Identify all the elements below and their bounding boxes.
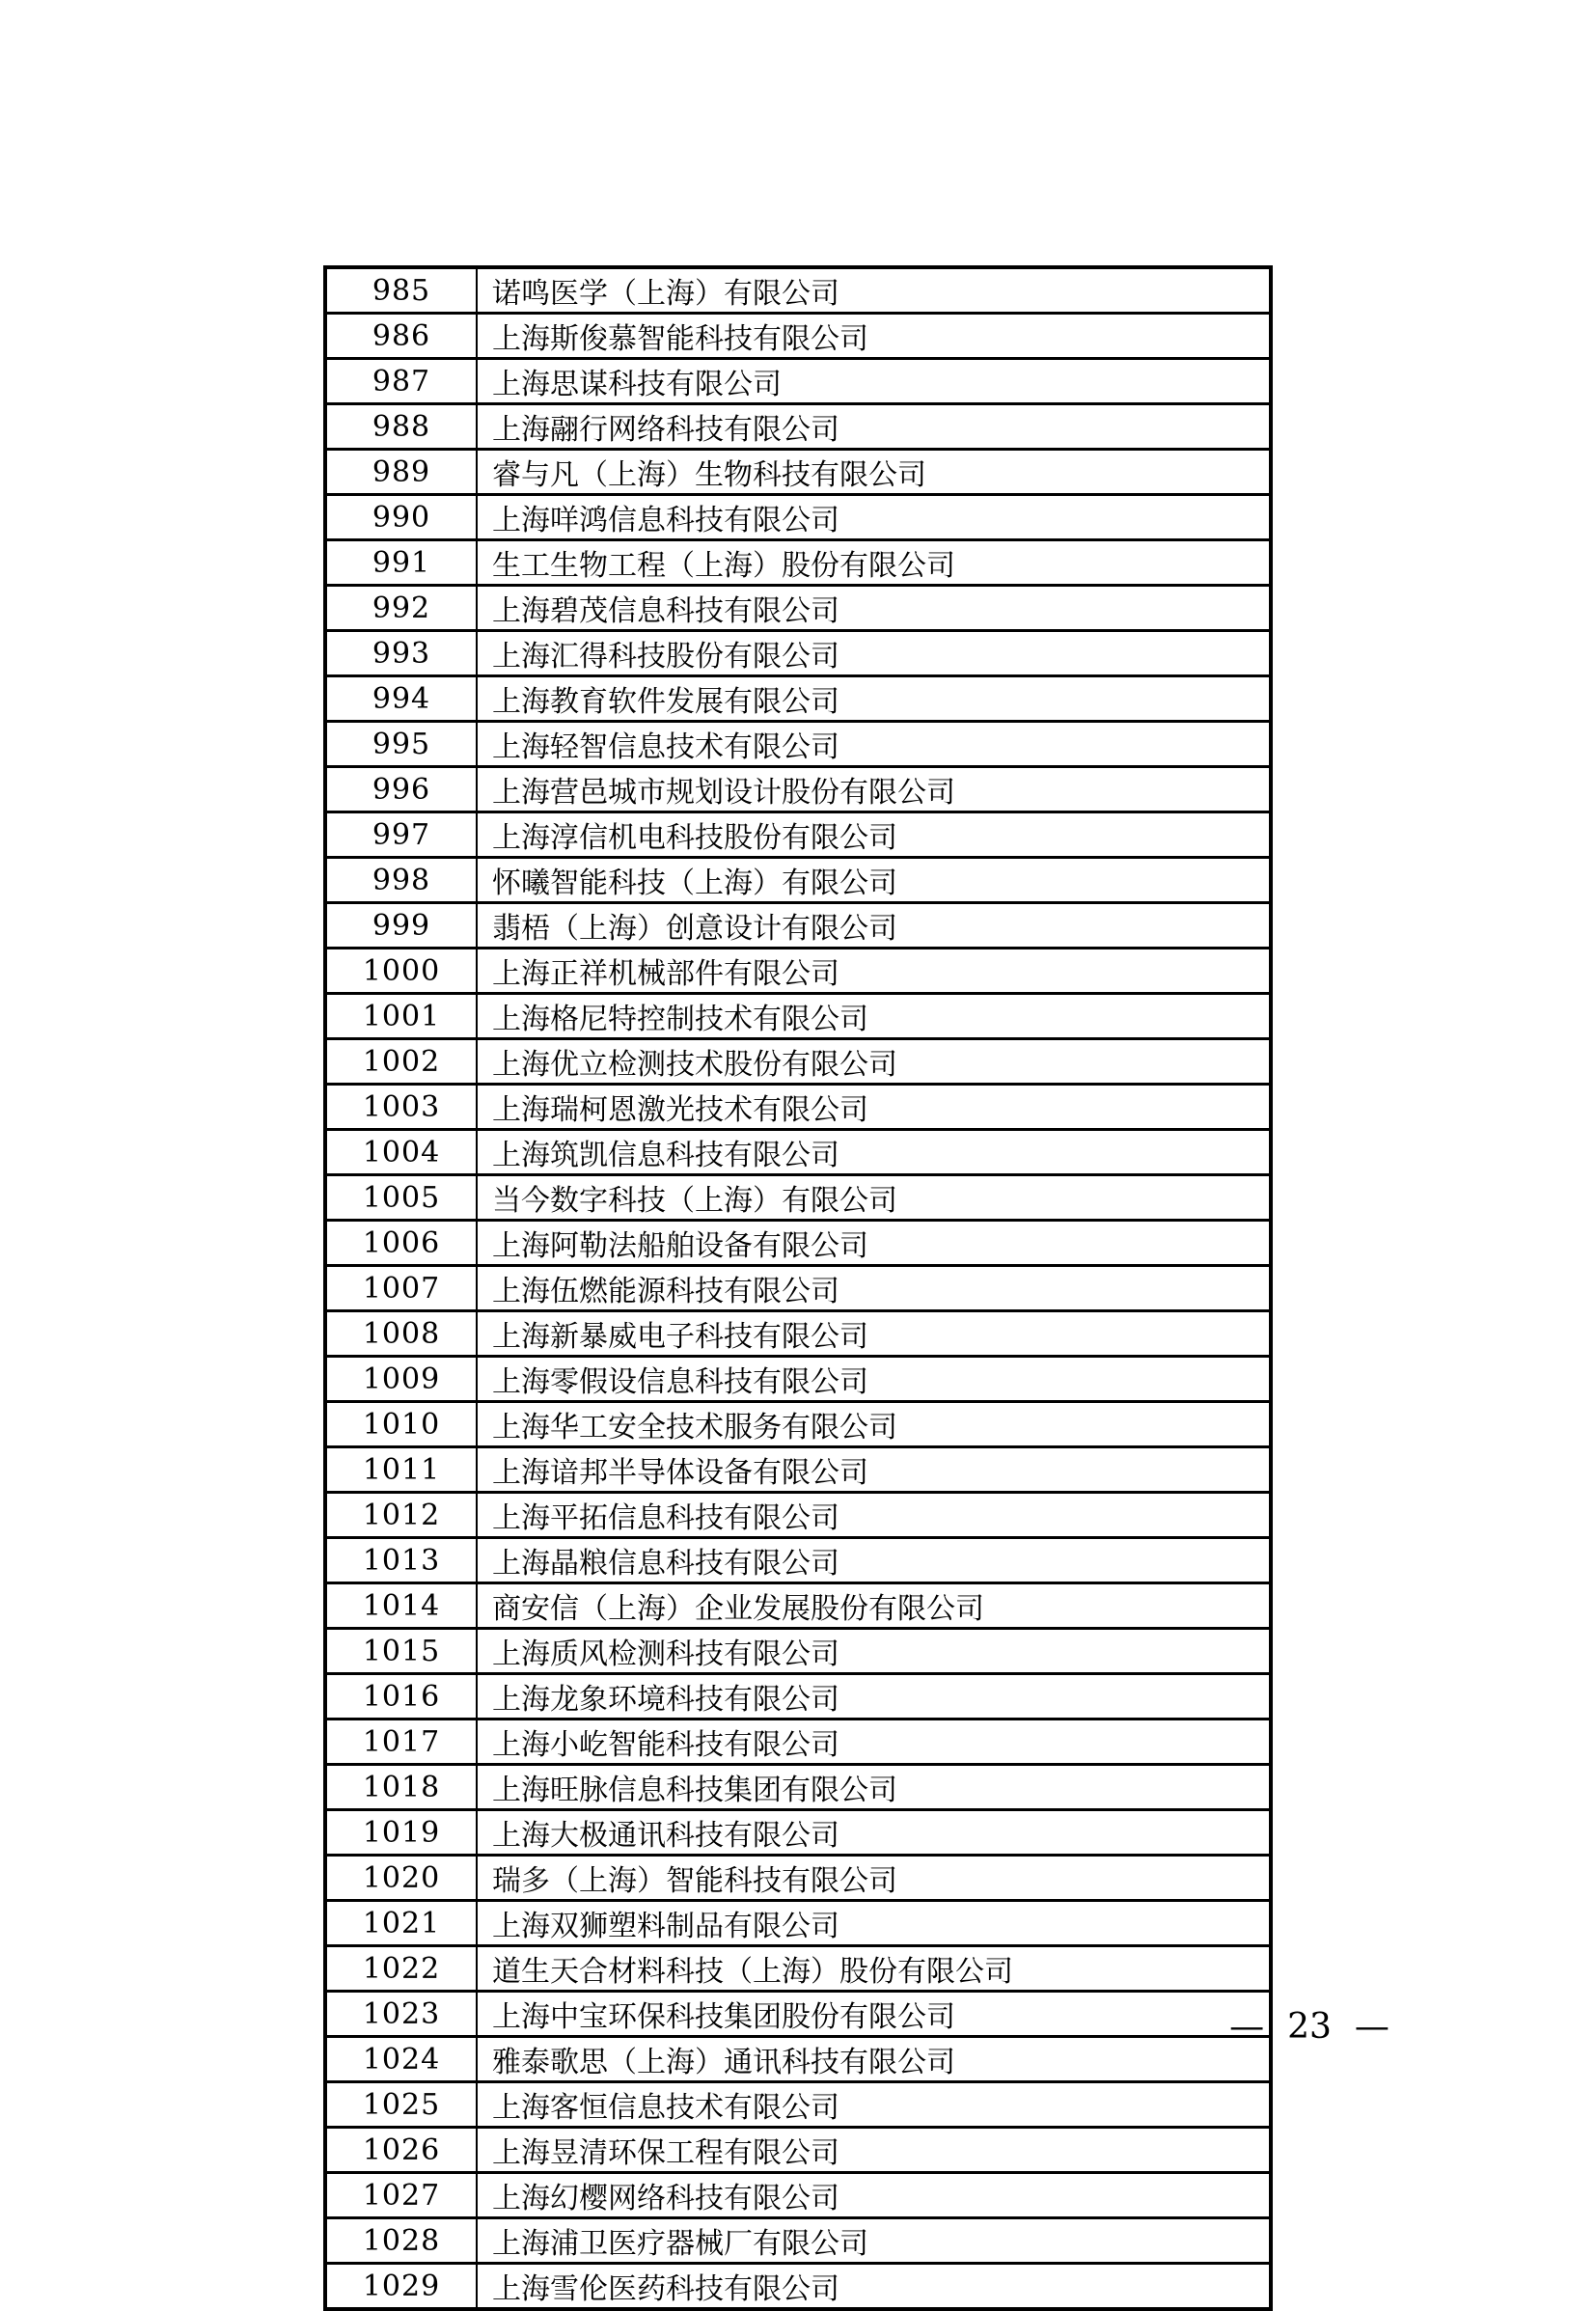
company-name: 上海格尼特控制技术有限公司 (477, 994, 1271, 1039)
table-row (325, 1946, 1271, 1992)
table-row (325, 1719, 1271, 1765)
row-number: 1005 (325, 1175, 477, 1221)
company-name: 上海小屹智能科技有限公司 (477, 1719, 1271, 1765)
company-name: 上海双狮塑料制品有限公司 (477, 1901, 1271, 1946)
row-number: 989 (325, 450, 477, 495)
page-number-value: 23 (1287, 2006, 1332, 2047)
company-name: 怀曦智能科技（上海）有限公司 (477, 858, 1271, 903)
company-name: 上海伍燃能源科技有限公司 (477, 1266, 1271, 1311)
table-row (325, 767, 1271, 812)
table-row (325, 1402, 1271, 1447)
row-number: 1015 (325, 1629, 477, 1674)
table-row (325, 359, 1271, 404)
table-row (325, 1629, 1271, 1674)
row-number: 1013 (325, 1538, 477, 1583)
company-name: 上海质风检测科技有限公司 (477, 1629, 1271, 1674)
row-number: 997 (325, 812, 477, 858)
row-number: 1004 (325, 1130, 477, 1175)
row-number: 999 (325, 903, 477, 949)
company-name: 上海晶粮信息科技有限公司 (477, 1538, 1271, 1583)
page-number-dash-right: — (1354, 2006, 1390, 2047)
table-row (325, 586, 1271, 631)
table-row (325, 2173, 1271, 2218)
table-row (325, 450, 1271, 495)
row-number: 986 (325, 314, 477, 359)
table-row (325, 858, 1271, 903)
company-name: 上海谙邦半导体设备有限公司 (477, 1447, 1271, 1493)
row-number: 1028 (325, 2218, 477, 2264)
row-number: 1003 (325, 1085, 477, 1130)
table-row (325, 1447, 1271, 1493)
page-number (1218, 2005, 1401, 2048)
table-row (325, 903, 1271, 949)
company-name: 上海淳信机电科技股份有限公司 (477, 812, 1271, 858)
company-name: 上海汇得科技股份有限公司 (477, 631, 1271, 676)
row-number: 1007 (325, 1266, 477, 1311)
row-number: 1010 (325, 1402, 477, 1447)
table-row (325, 722, 1271, 767)
row-number: 1011 (325, 1447, 477, 1493)
table-row (325, 540, 1271, 586)
table-row (325, 2082, 1271, 2128)
row-number: 1008 (325, 1311, 477, 1357)
table-row (325, 1175, 1271, 1221)
table-row (325, 314, 1271, 359)
company-name: 生工生物工程（上海）股份有限公司 (477, 540, 1271, 586)
table-row (325, 1810, 1271, 1856)
company-name: 上海优立检测技术股份有限公司 (477, 1039, 1271, 1085)
row-number: 993 (325, 631, 477, 676)
row-number: 1014 (325, 1583, 477, 1629)
company-name: 上海瑞柯恩激光技术有限公司 (477, 1085, 1271, 1130)
row-number: 991 (325, 540, 477, 586)
company-name: 上海平拓信息科技有限公司 (477, 1493, 1271, 1538)
table-row (325, 1765, 1271, 1810)
row-number: 1000 (325, 949, 477, 994)
table-row (325, 1992, 1271, 2037)
company-name: 上海昱清环保工程有限公司 (477, 2128, 1271, 2173)
row-number: 998 (325, 858, 477, 903)
row-number: 1001 (325, 994, 477, 1039)
company-name: 上海碧茂信息科技有限公司 (477, 586, 1271, 631)
table-row (325, 267, 1271, 314)
company-name: 上海正祥机械部件有限公司 (477, 949, 1271, 994)
row-number: 992 (325, 586, 477, 631)
company-name: 上海旺脉信息科技集团有限公司 (477, 1765, 1271, 1810)
row-number: 1006 (325, 1221, 477, 1266)
row-number: 1012 (325, 1493, 477, 1538)
company-name: 上海筑凯信息科技有限公司 (477, 1130, 1271, 1175)
table-row (325, 1583, 1271, 1629)
row-number: 1009 (325, 1357, 477, 1402)
table-row (325, 2264, 1271, 2310)
company-name: 上海轻智信息技术有限公司 (477, 722, 1271, 767)
table-row (325, 631, 1271, 676)
row-number: 996 (325, 767, 477, 812)
company-name: 睿与凡（上海）生物科技有限公司 (477, 450, 1271, 495)
table-row (325, 994, 1271, 1039)
table-row (325, 1130, 1271, 1175)
table-row (325, 1856, 1271, 1901)
company-name: 上海阿勒法船舶设备有限公司 (477, 1221, 1271, 1266)
row-number: 1018 (325, 1765, 477, 1810)
company-name: 上海客恒信息技术有限公司 (477, 2082, 1271, 2128)
company-name: 上海幻樱网络科技有限公司 (477, 2173, 1271, 2218)
row-number: 1002 (325, 1039, 477, 1085)
row-number: 1022 (325, 1946, 477, 1992)
row-number: 1020 (325, 1856, 477, 1901)
table-row (325, 1674, 1271, 1719)
page-number-dash-left: — (1229, 2006, 1265, 2047)
row-number: 1025 (325, 2082, 477, 2128)
company-name: 上海华工安全技术服务有限公司 (477, 1402, 1271, 1447)
row-number: 1017 (325, 1719, 477, 1765)
row-number: 1016 (325, 1674, 477, 1719)
row-number: 988 (325, 404, 477, 450)
company-name: 上海大极通讯科技有限公司 (477, 1810, 1271, 1856)
table-row (325, 1538, 1271, 1583)
table-row (325, 2037, 1271, 2082)
company-name: 当今数字科技（上海）有限公司 (477, 1175, 1271, 1221)
table-row (325, 1357, 1271, 1402)
company-name: 上海雪伦医药科技有限公司 (477, 2264, 1271, 2310)
row-number: 990 (325, 495, 477, 540)
company-name: 上海咩鸿信息科技有限公司 (477, 495, 1271, 540)
row-number: 1024 (325, 2037, 477, 2082)
company-name: 上海中宝环保科技集团股份有限公司 (477, 1992, 1271, 2037)
company-name: 上海翮行网络科技有限公司 (477, 404, 1271, 450)
table-row (325, 404, 1271, 450)
company-name: 翡梧（上海）创意设计有限公司 (477, 903, 1271, 949)
company-name: 上海教育软件发展有限公司 (477, 676, 1271, 722)
company-name: 雅泰歌思（上海）通讯科技有限公司 (477, 2037, 1271, 2082)
company-name: 道生天合材料科技（上海）股份有限公司 (477, 1946, 1271, 1992)
row-number: 995 (325, 722, 477, 767)
company-name: 上海浦卫医疗器械厂有限公司 (477, 2218, 1271, 2264)
table-row (325, 949, 1271, 994)
company-name: 上海营邑城市规划设计股份有限公司 (477, 767, 1271, 812)
table-row (325, 2218, 1271, 2264)
row-number: 1019 (325, 1810, 477, 1856)
company-table (323, 265, 1273, 2311)
table-row (325, 1221, 1271, 1266)
table-row (325, 1901, 1271, 1946)
row-number: 1027 (325, 2173, 477, 2218)
row-number: 985 (325, 267, 477, 314)
company-name: 上海零假设信息科技有限公司 (477, 1357, 1271, 1402)
table-row (325, 676, 1271, 722)
table-row (325, 495, 1271, 540)
row-number: 1021 (325, 1901, 477, 1946)
company-name: 上海思谋科技有限公司 (477, 359, 1271, 404)
row-number: 994 (325, 676, 477, 722)
row-number: 1026 (325, 2128, 477, 2173)
row-number: 987 (325, 359, 477, 404)
company-table-body (325, 267, 1271, 2309)
table-row (325, 1311, 1271, 1357)
company-name: 上海龙象环境科技有限公司 (477, 1674, 1271, 1719)
company-name: 瑞多（上海）智能科技有限公司 (477, 1856, 1271, 1901)
row-number: 1023 (325, 1992, 477, 2037)
row-number: 1029 (325, 2264, 477, 2310)
table-row (325, 812, 1271, 858)
company-name: 上海斯俊慕智能科技有限公司 (477, 314, 1271, 359)
table-row (325, 2128, 1271, 2173)
table-row (325, 1266, 1271, 1311)
table-row (325, 1039, 1271, 1085)
table-row (325, 1493, 1271, 1538)
company-name: 商安信（上海）企业发展股份有限公司 (477, 1583, 1271, 1629)
table-row (325, 1085, 1271, 1130)
company-name: 诺鸣医学（上海）有限公司 (477, 267, 1271, 314)
company-name: 上海新暴威电子科技有限公司 (477, 1311, 1271, 1357)
